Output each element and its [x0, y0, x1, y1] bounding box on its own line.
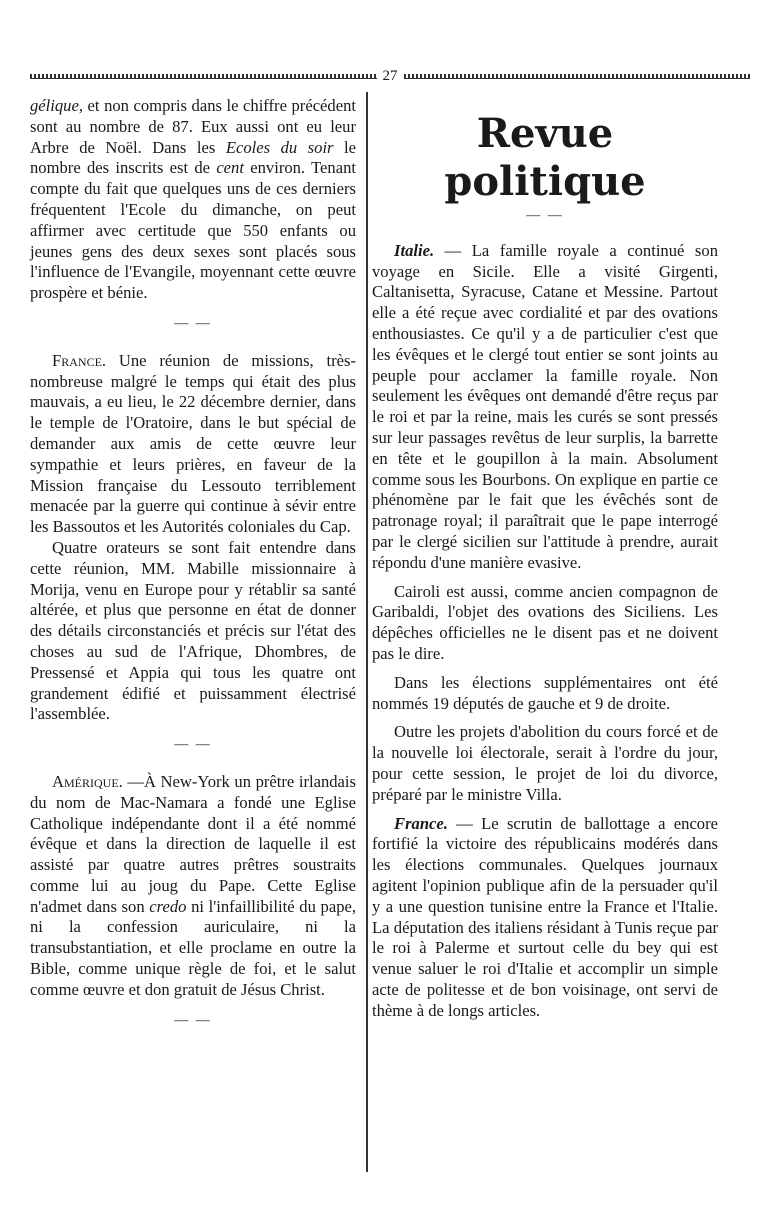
paragraph-cairoli: Cairoli est aussi, comme ancien compagnon de Garibaldi, l'objet des ovations des Siciliens. Les dépêches officielles ne le disent pas et ne doivent pas le dire. — [372, 581, 718, 663]
paragraph-amerique: Amérique. —À New-York un prêtre irlandais du nom de Mac-Namara a fondé une Eglise Catholique indépendante dont il a été nommé évêque et dans la direction de laquelle il est assisté par quatre autres prêtres soustraits comme lui au joug du Pape. Cette Eglise n'admet dans son credo ni l'infaillibilité du pape, ni la confession auriculaire, ni la transubstantiation, et elle proclame en outre la Bible, comme unique règle de foi, et le salut comme œuvre et don gratuit de Jésus Christ. — [30, 771, 356, 999]
paragraph-projets: Outre les projets d'abolition du cours forcé et de la nouvelle loi électorale, serait à l'ordre du jour, pour cette session, le projet de loi du divorce, préparé par le ministre Villa. — [372, 722, 718, 804]
page-header — [30, 66, 750, 86]
paragraph-orateurs: Quatre orateurs se sont fait entendre dans cette réunion, MM. Mabille missionnaire à Morija, venu en Europe pour y rétablir sa santé altérée, et plus que personne en état de donner des détails circonstanciés et précis sur l'état des choses au sud de l'Afrique, Dhombres, de Pressensé et Appia qui tous les quatre ont grandement édifié et puissamment électrisé l'assemblée. — [30, 537, 356, 724]
header-rule-left — [30, 74, 377, 79]
paragraph-elections: Dans les élections supplémentaires ont été nommés 19 députés de gauche et 9 de droite. — [372, 672, 718, 713]
section-lead-italie: Italie. — [394, 240, 435, 260]
section-lead-france-politique: France. — [394, 813, 448, 833]
section-lead-amerique: Amérique. — [52, 771, 123, 791]
separator: — — — [174, 1012, 212, 1028]
column-divider — [366, 92, 368, 1172]
header-rule-right — [404, 74, 751, 79]
paragraph-italie: Italie. — La famille royale a continué son voyage en Sicile. Elle a visité Girgenti, Caltanisetta, Syracuse, Catane et Messine. Partout elle a été reçue avec cordialité et par des ovations enthousiastes. Ce qu'il y a de particulier c'est que les évêques et le clergé tout entier se sont joints au peuple pour acclamer la famille royale. Non seulement les évêques ont demandé d'être reçus par le roi et par la reine, mais les curés se sont pressés sur leur passages revêtus de leur surplis, la barrette en tête et le goupillon à la main. Absolument comme sous les Bourbons. On explique en partie ce phénomène par le fait que les évêchés sont de patronage royal; il paraîtrait que le pape interrogé par le clergé sicilien sur l'attitude à prendre, aurait répondu d'une manière evasive. — [372, 240, 718, 572]
section-title: Revue politique — [444, 110, 646, 205]
paragraph-france-missions: France. Une réunion de missions, très-nombreuse malgré le temps qui était des plus mauvais, a eu lieu, le 22 décembre dernier, dans le temple de l'Oratoire, dans le but spécial de demander aux amis de cette œuvre leur sympathie et leurs prières, en faveur de la Mission française du Lessouto terriblement menacée par la guerre qui continue à sévir entre les Bassoutos et les Autorités coloniales du Cap. — [30, 350, 356, 537]
paragraph-france-politique: France. — Le scrutin de ballottage a encore fortifié la victoire des républicains modérés dans les élections communales. Quelques journaux agitent l'opinion publique afin de la persuader qu'il y a une question tunisine entre la France et l'Italie. La députation des italiens résidant à Tunis reçue par le roi à Palerme et surtout celle du bey qui est venue saluer le roi d'Italie et accomplir un simple acte de politesse et de bon voisinage, ont servi de thème à de longs articles. — [372, 813, 718, 1020]
page-number: 27 — [382, 67, 398, 84]
separator: — — — [174, 315, 212, 331]
title-separator: — — — [526, 208, 564, 223]
right-column — [372, 96, 718, 1021]
left-column — [30, 96, 356, 1047]
paragraph-evangile: gélique, et non compris dans le chiffre précédent sont au nombre de 87. Eux aussi ont eu leur Arbre de Noël. Dans les Ecoles du soir le nombre des inscrits est de cent environ. Tenant compte du fait que quelques uns de ces derniers fréquentent l'Ecole du dimanche, on peut affirmer avec certitude que 550 enfants ou jeunes gens des deux sexes sont placés sous l'influence de l'Evangile, moyennant cette œuvre prospère et bénie. — [30, 96, 356, 303]
section-lead-france: France. — [52, 350, 107, 370]
separator: — — — [174, 737, 212, 753]
